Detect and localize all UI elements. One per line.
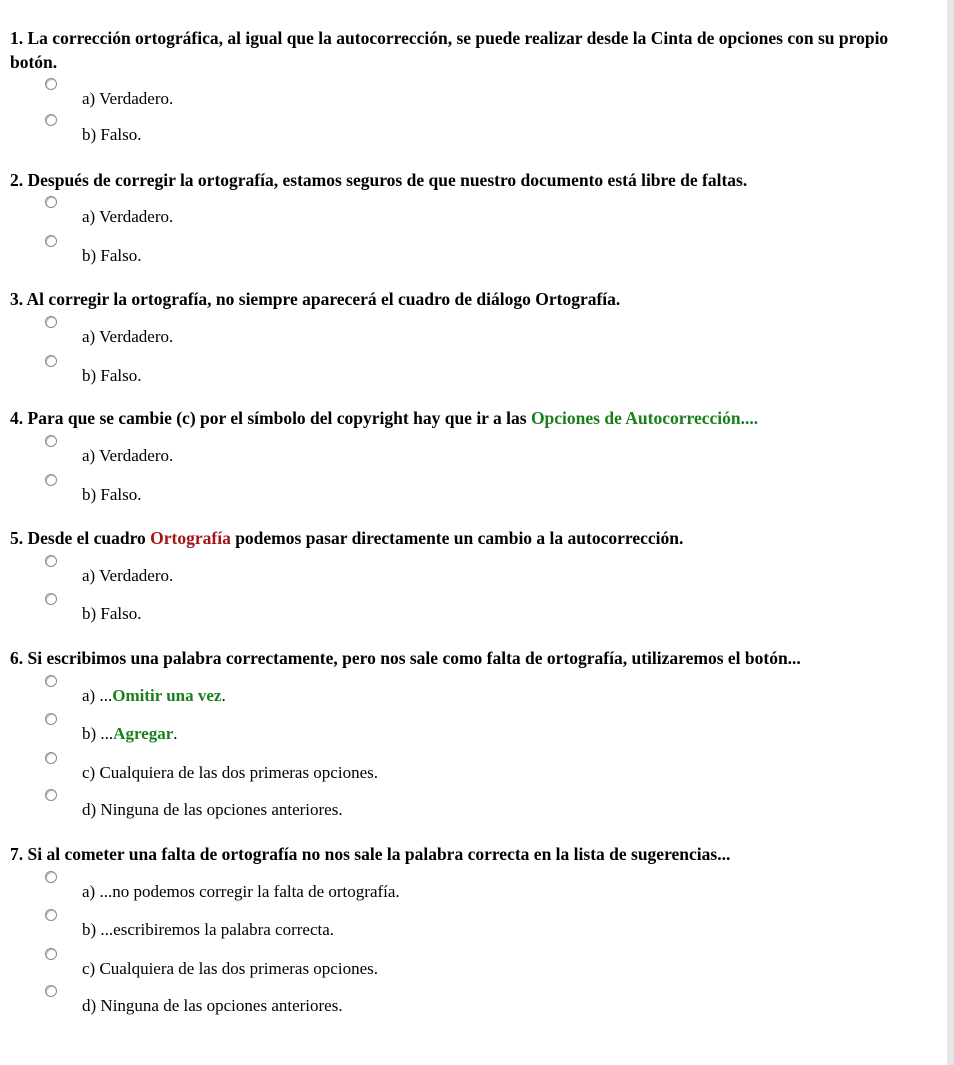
question-number: 3. [10,289,24,309]
radio-button[interactable] [45,555,57,567]
question-text: Si al cometer una falta de ortografía no nos sale la palabra correcta en la lista de sugerencias... [27,844,731,864]
option-label: c) Cualquiera de las dos primeras opciones. [82,763,378,782]
option-prefix: a) ... [82,686,113,705]
question-6 [10,646,930,670]
radio-button[interactable] [45,675,57,687]
question-text: Para que se cambie (c) por el símbolo del copyright hay que ir a las [27,408,527,428]
question-text: Desde el cuadro [27,528,146,548]
option-label: a) Verdadero. [82,327,174,346]
option-label: b) ...escribiremos la palabra correcta. [82,920,335,939]
question-3 [10,287,930,311]
radio-button[interactable] [45,114,57,126]
question-number: 7. [10,844,24,864]
add-highlight: Agregar [113,724,174,743]
question-number: 4. [10,408,24,428]
option-label: a) Verdadero. [82,566,174,585]
option-label: b) Falso. [82,366,142,385]
option-label: b) Falso. [82,485,142,504]
question-7 [10,842,930,866]
scrollbar-track[interactable] [947,0,954,1065]
radio-button[interactable] [45,474,57,486]
radio-button[interactable] [45,871,57,883]
option-suffix: . [173,724,178,743]
option-label: a) Verdadero. [82,446,174,465]
question-text-end: podemos pasar directamente un cambio a la autocorrección. [235,528,684,548]
question-4 [10,406,930,430]
question-1 [10,26,930,74]
option-label: a) Verdadero. [82,89,174,108]
question-number: 1. [10,28,24,48]
radio-button[interactable] [45,316,57,328]
question-text: Después de corregir la ortografía, estamos seguros de que nuestro documento está libre de faltas. [27,170,748,190]
question-number: 2. [10,170,24,190]
question-5 [10,526,930,550]
option-label: b) Falso. [82,246,142,265]
question-number: 6. [10,648,24,668]
radio-button[interactable] [45,909,57,921]
option-label: c) Cualquiera de las dos primeras opciones. [82,959,378,978]
option-label: a) ...no podemos corregir la falta de ortografía. [82,882,400,901]
spelling-highlight: Ortografía [150,528,231,548]
radio-button[interactable] [45,196,57,208]
radio-button[interactable] [45,713,57,725]
radio-button[interactable] [45,985,57,997]
question-2 [10,168,930,192]
option-label [82,683,226,709]
question-text: Si escribimos una palabra correctamente, pero nos sale como falta de ortografía, utilizaremos el botón... [27,648,801,668]
radio-button[interactable] [45,78,57,90]
question-text: Al corregir la ortografía, no siempre aparecerá el cuadro de diálogo Ortografía. [26,289,621,309]
question-number: 5. [10,528,24,548]
autocorrect-options-highlight: Opciones de Autocorrección.... [530,408,759,428]
option-label: a) Verdadero. [82,207,174,226]
question-text: La corrección ortográfica, al igual que la autocorrección, se puede realizar desde la Cinta de opciones con su propio botón. [10,28,889,72]
radio-button[interactable] [45,435,57,447]
option-prefix: b) ... [82,724,114,743]
option-label: b) Falso. [82,604,142,623]
option-suffix: . [221,686,226,705]
radio-button[interactable] [45,355,57,367]
radio-button[interactable] [45,789,57,801]
option-label: d) Ninguna de las opciones anteriores. [82,996,343,1015]
option-label: d) Ninguna de las opciones anteriores. [82,800,343,819]
option-label [82,721,178,747]
radio-button[interactable] [45,948,57,960]
option-label: b) Falso. [82,125,142,144]
radio-button[interactable] [45,752,57,764]
radio-button[interactable] [45,593,57,605]
radio-button[interactable] [45,235,57,247]
omit-once-highlight: Omitir una vez [112,686,222,705]
